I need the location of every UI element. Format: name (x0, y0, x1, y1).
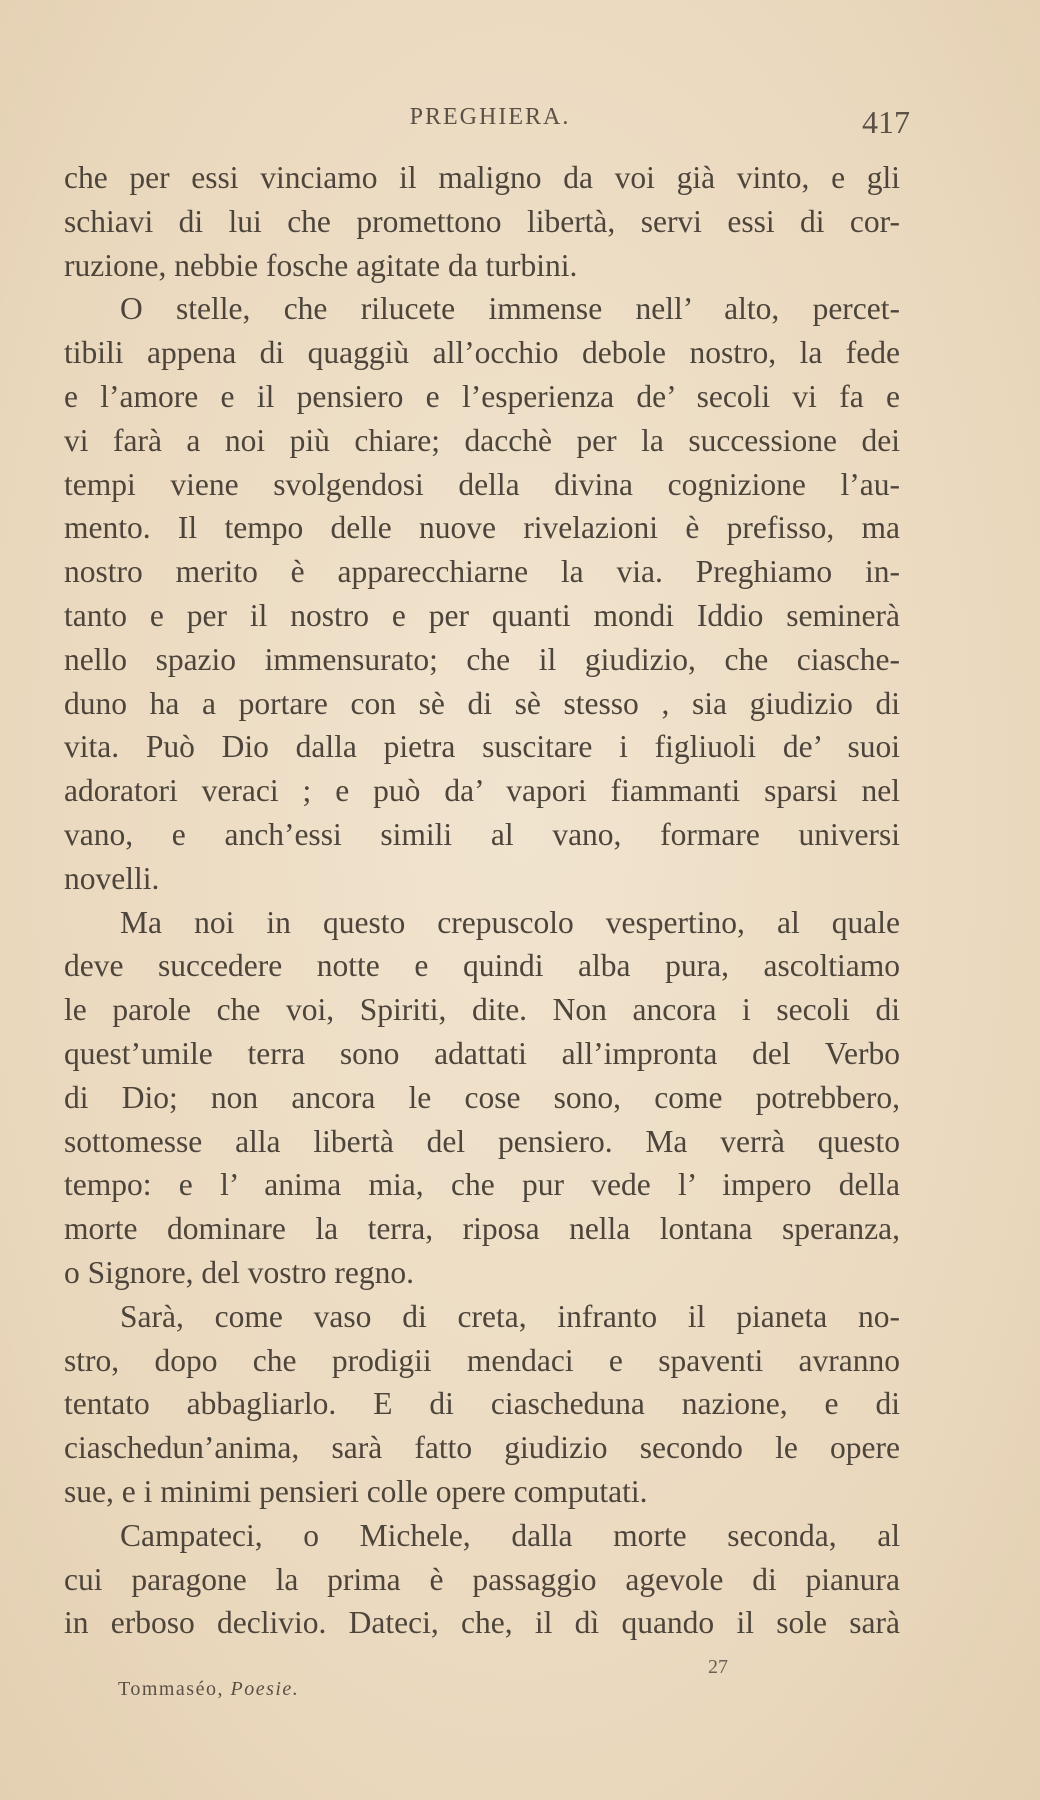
footer-signature (118, 1678, 299, 1701)
text-line: quest’umile terra sono adattati all’impronta del Verbo (64, 1035, 900, 1071)
text-line: Sarà, come vaso di creta, infranto il pianeta no- (120, 1298, 900, 1334)
text-line: o Signore, del vostro regno. (64, 1254, 414, 1290)
text-line: sottomesse alla libertà del pensiero. Ma verrà questo (64, 1123, 900, 1159)
text-line: schiavi di lui che promettono libertà, servi essi di cor- (64, 203, 900, 239)
text-line: tempi viene svolgendosi della divina cognizione l’au- (64, 466, 900, 502)
text-line: tentato abbagliarlo. E di ciascheduna nazione, e di (64, 1386, 900, 1422)
page-number: 417 (862, 104, 910, 140)
text-line: cui paragone la prima è passaggio agevole di pianura (64, 1561, 900, 1597)
body-text (64, 156, 900, 1645)
text-line: nello spazio immensurato; che il giudizio, che ciasche- (64, 641, 900, 677)
text-line: duno ha a portare con sè di sè stesso , sia giudizio di (64, 685, 900, 721)
text-line: vano, e anch’essi simili al vano, formare universi (64, 816, 900, 852)
text-line: vita. Può Dio dalla pietra suscitare i figliuoli de’ suoi (64, 729, 900, 765)
text-line: e l’amore e il pensiero e l’esperienza de’ secoli vi fa e (64, 378, 900, 414)
text-line: Ma noi in questo crepuscolo vespertino, al quale (120, 904, 900, 940)
text-line: che per essi vinciamo il maligno da voi già vinto, e gli (64, 160, 900, 195)
text-line: ciaschedun’anima, sarà fatto giudizio secondo le opere (64, 1430, 900, 1466)
text-line: in erboso declivio. Dateci, che, il dì quando il sole sarà (64, 1605, 900, 1641)
running-title: PREGHIERA. (409, 104, 571, 130)
text-line: deve succedere notte e quindi alba pura, ascoltiamo (64, 948, 900, 984)
signature-mark: 27 (708, 1656, 728, 1678)
footer-title: Poesie. (230, 1678, 300, 1700)
text-line: Campateci, o Michele, dalla morte seconda, al (120, 1517, 900, 1553)
text-line: ruzione, nebbie fosche agitate da turbini. (64, 247, 578, 283)
footer-author: Tommaséo, (118, 1678, 224, 1700)
text-line: nostro merito è apparecchiarne la via. Preghiamo in- (64, 554, 900, 590)
text-line: sue, e i minimi pensieri colle opere computati. (64, 1473, 648, 1509)
text-line: di Dio; non ancora le cose sono, come potrebbero, (64, 1079, 900, 1115)
text-line: vi farà a noi più chiare; dacchè per la successione dei (64, 422, 900, 458)
page-header (70, 104, 910, 144)
text-line: le parole che voi, Spiriti, dite. Non ancora i secoli di (64, 992, 900, 1028)
text-line: morte dominare la terra, riposa nella lontana speranza, (64, 1211, 900, 1247)
text-line: adoratori veraci ; e può da’ vapori fiammanti sparsi nel (64, 773, 900, 809)
text-line: tibili appena di quaggiù all’occhio debole nostro, la fede (64, 335, 900, 371)
text-line: stro, dopo che prodigii mendaci e spaventi avranno (64, 1342, 900, 1378)
text-line: mento. Il tempo delle nuove rivelazioni è prefisso, ma (64, 510, 900, 546)
text-line: novelli. (64, 860, 160, 896)
text-line: O stelle, che rilucete immense nell’ alto, percet- (120, 291, 900, 327)
text-line: tanto e per il nostro e per quanti mondi Iddio seminerà (64, 597, 900, 633)
text-line: tempo: e l’ anima mia, che pur vede l’ impero della (64, 1167, 900, 1203)
